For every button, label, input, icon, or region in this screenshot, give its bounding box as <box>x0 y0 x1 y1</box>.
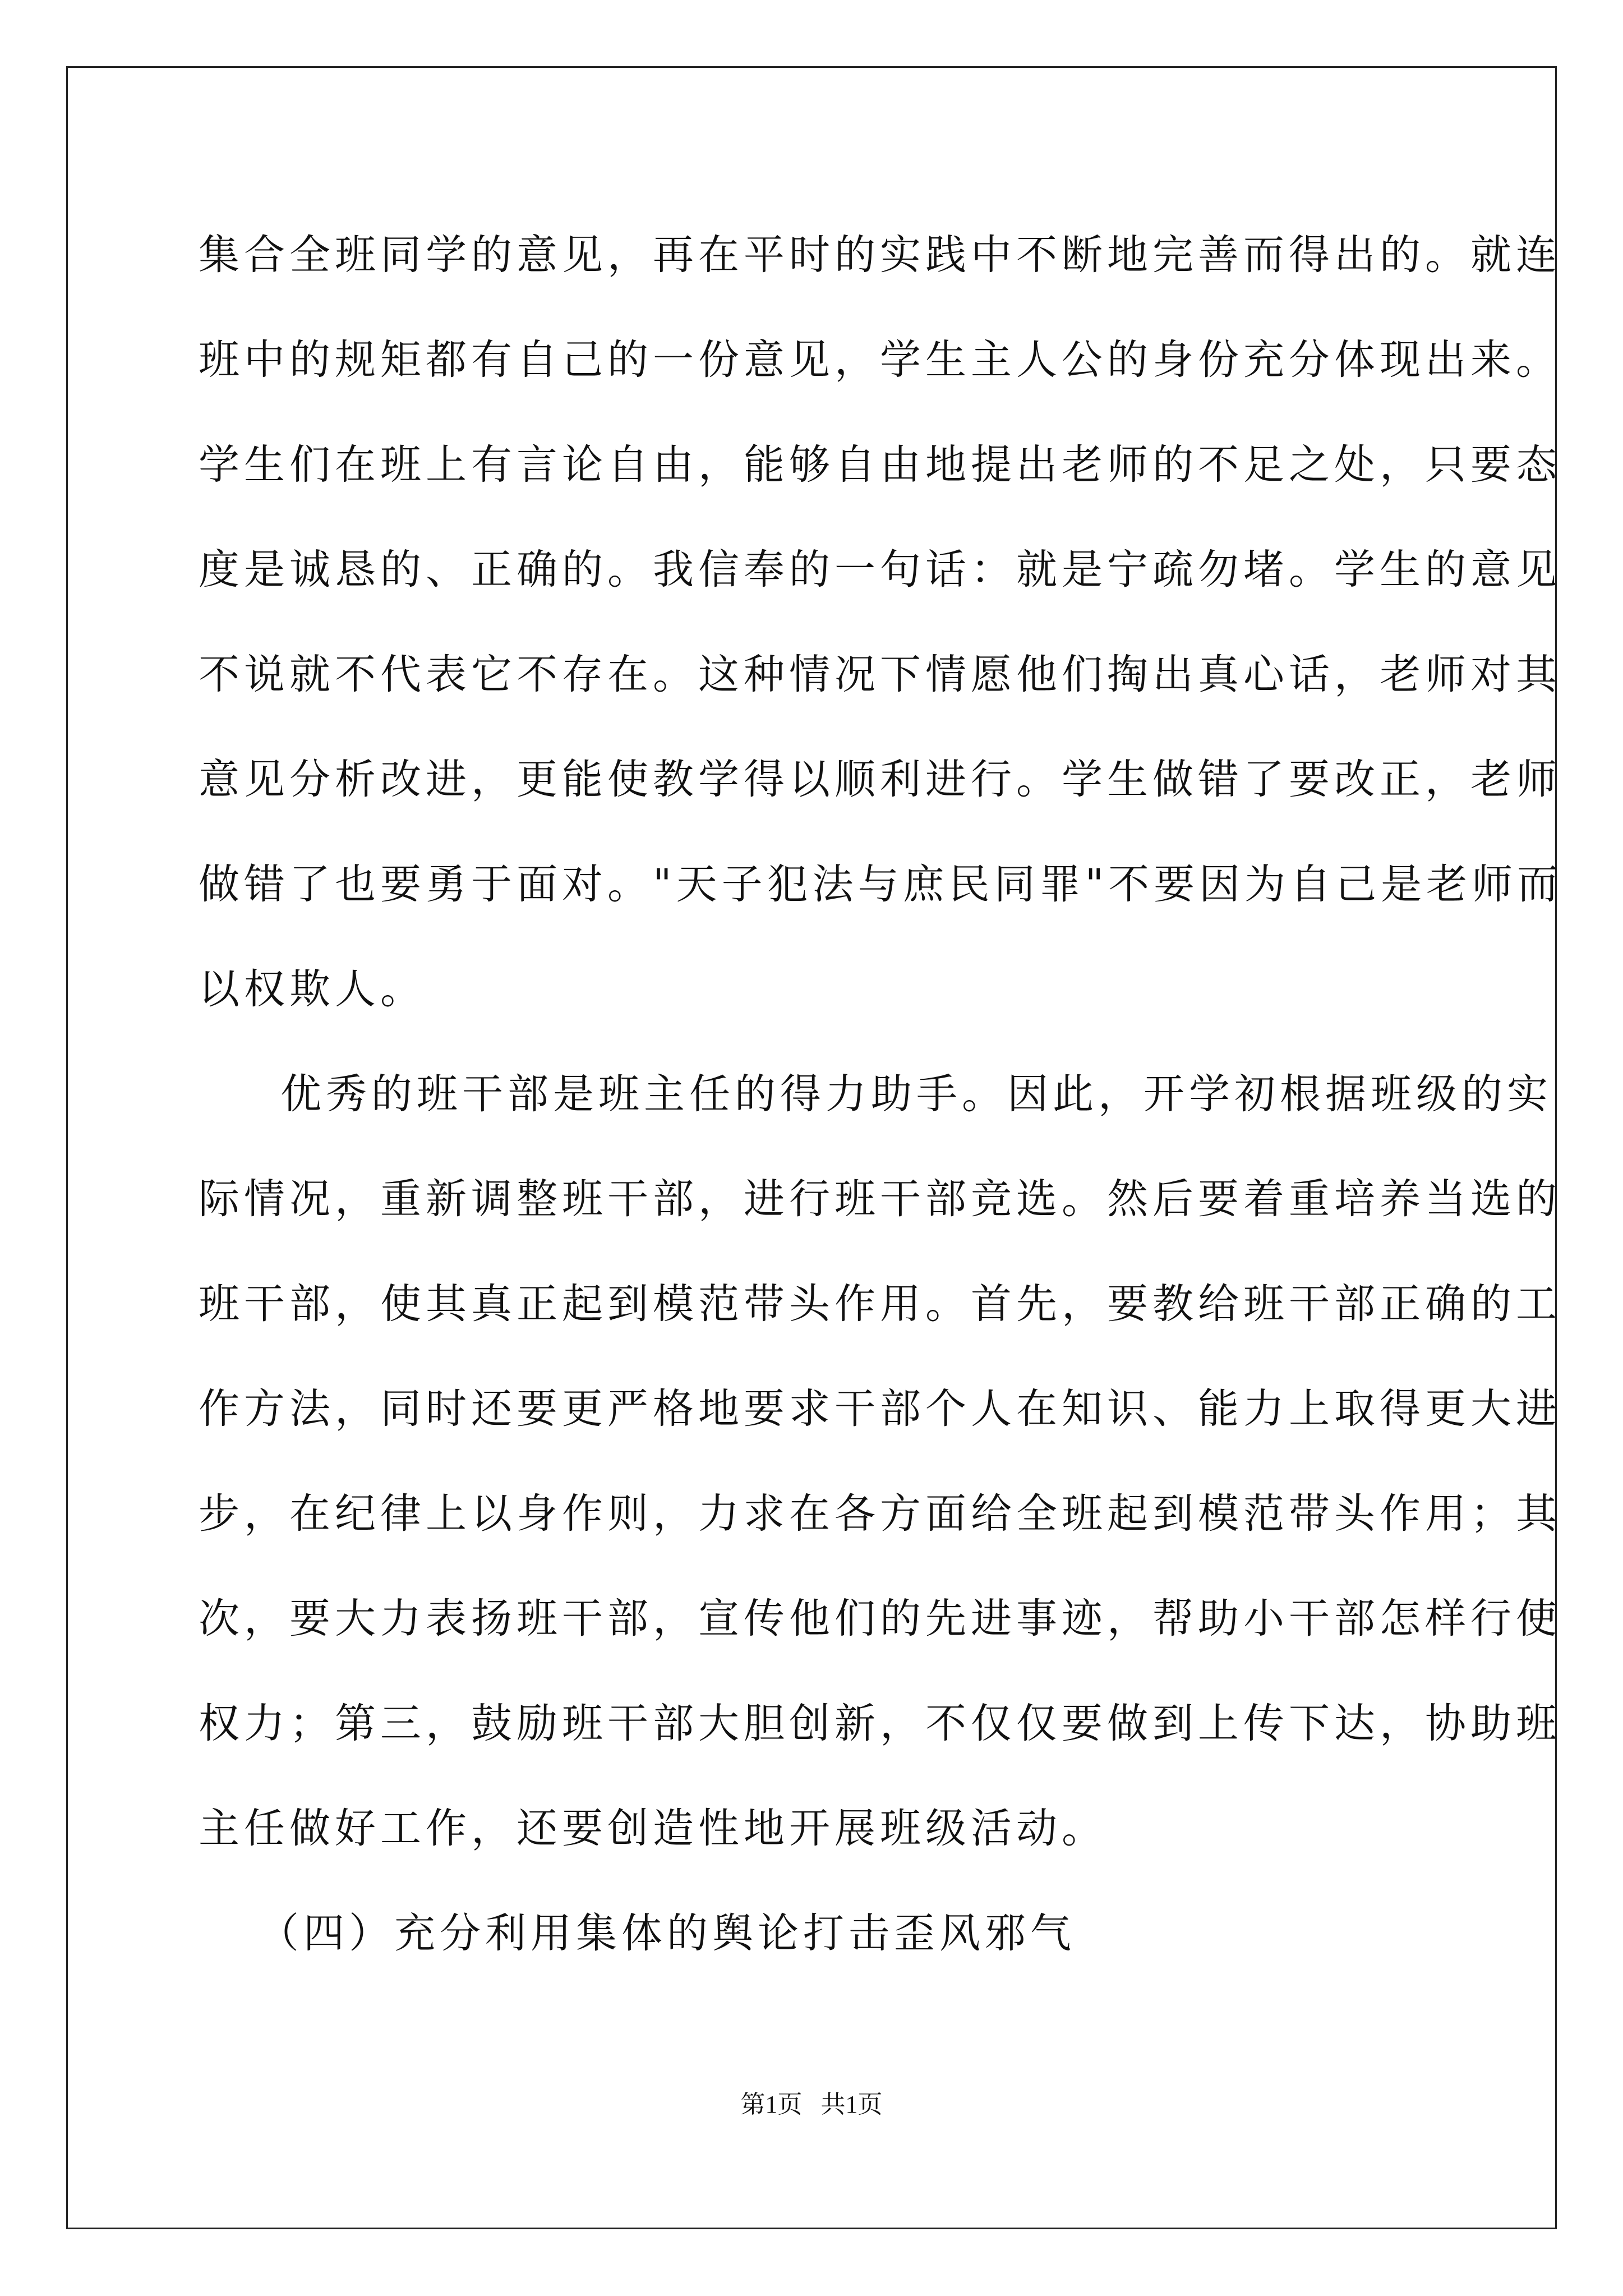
body-line: 权力；第三，鼓励班干部大胆创新，不仅仅要做到上传下达，协助班 <box>199 1700 1561 1747</box>
body-line: 不说就不代表它不存在。这种情况下情愿他们掏出真心话，老师对其 <box>199 651 1561 698</box>
body-line: 以权欺人。 <box>199 965 426 1013</box>
body-line: 际情况，重新调整班干部，进行班干部竞选。然后要着重培养当选的 <box>199 1175 1561 1223</box>
body-line: 班干部，使其真正起到模范带头作用。首先，要教给班干部正确的工 <box>199 1280 1561 1328</box>
body-line: 作方法，同时还要更严格地要求干部个人在知识、能力上取得更大进 <box>199 1385 1561 1433</box>
body-line: 学生们在班上有言论自由，能够自由地提出老师的不足之处，只要态 <box>199 441 1561 489</box>
body-line: 班中的规矩都有自己的一份意见，学生主人公的身份充分体现出来。 <box>199 336 1561 384</box>
body-line: 集合全班同学的意见，再在平时的实践中不断地完善而得出的。就连 <box>199 231 1561 279</box>
body-line: 做错了也要勇于面对。"天子犯法与庶民同罪"不要因为自己是老师而 <box>199 861 1563 908</box>
body-line: 度是诚恳的、正确的。我信奉的一句话：就是宁疏勿堵。学生的意见 <box>199 546 1561 593</box>
section-heading: （四）充分利用集体的舆论打击歪风邪气 <box>258 1910 1076 1957</box>
paragraph-first-line: 优秀的班干部是班主任的得力助手。因此，开学初根据班级的实 <box>280 1070 1552 1118</box>
page-border <box>66 66 1557 2229</box>
body-line: 主任做好工作，还要创造性地开展班级活动。 <box>199 1805 1107 1852</box>
body-line: 次，要大力表扬班干部，宣传他们的先进事迹，帮助小干部怎样行使 <box>199 1595 1561 1642</box>
body-line: 步，在纪律上以身作则，力求在各方面给全班起到模范带头作用；其 <box>199 1490 1561 1538</box>
body-line: 意见分析改进，更能使教学得以顺利进行。学生做错了要改正，老师 <box>199 756 1561 803</box>
page-number-footer: 第1页 共1页 <box>740 2091 883 2118</box>
